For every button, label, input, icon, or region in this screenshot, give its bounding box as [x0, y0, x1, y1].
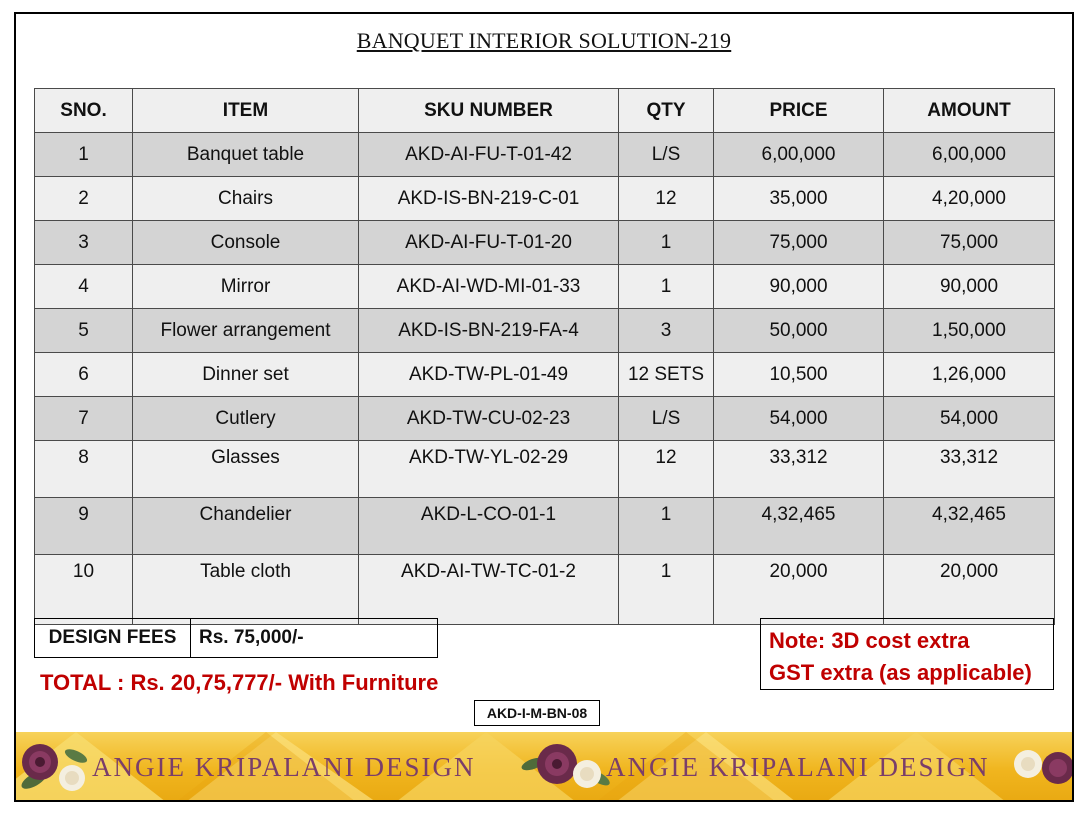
cell-sku: AKD-AI-TW-TC-01-2 — [359, 555, 619, 625]
header-sno: SNO. — [35, 89, 133, 133]
cell-qty: 3 — [619, 309, 714, 353]
cell-item: Chairs — [133, 177, 359, 221]
cell-price: 50,000 — [714, 309, 884, 353]
cell-item: Table cloth — [133, 555, 359, 625]
cell-qty: 1 — [619, 265, 714, 309]
header-sku: SKU NUMBER — [359, 89, 619, 133]
cell-sno: 2 — [35, 177, 133, 221]
header-amount: AMOUNT — [884, 89, 1055, 133]
cell-sku: AKD-IS-BN-219-C-01 — [359, 177, 619, 221]
header-qty: QTY — [619, 89, 714, 133]
cell-amount: 4,32,465 — [884, 498, 1055, 555]
cell-item: Banquet table — [133, 133, 359, 177]
table-row — [35, 177, 1055, 221]
cell-price: 10,500 — [714, 353, 884, 397]
cell-amount: 54,000 — [884, 397, 1055, 441]
cell-sku: AKD-L-CO-01-1 — [359, 498, 619, 555]
cell-sku: AKD-AI-FU-T-01-20 — [359, 221, 619, 265]
page-title: BANQUET INTERIOR SOLUTION-219 — [356, 28, 732, 53]
note-box — [760, 618, 1054, 690]
cell-item: Dinner set — [133, 353, 359, 397]
cell-sno: 10 — [35, 555, 133, 625]
table-row — [35, 397, 1055, 441]
cell-amount: 90,000 — [884, 265, 1055, 309]
table-row — [35, 309, 1055, 353]
cell-sno: 7 — [35, 397, 133, 441]
cell-item: Mirror — [133, 265, 359, 309]
cell-sku: AKD-TW-CU-02-23 — [359, 397, 619, 441]
cell-sku: AKD-AI-FU-T-01-42 — [359, 133, 619, 177]
cell-item: Glasses — [133, 441, 359, 498]
table-row — [35, 555, 1055, 625]
cell-qty: 12 — [619, 177, 714, 221]
document-code: AKD-I-M-BN-08 — [474, 700, 600, 726]
table-row — [35, 353, 1055, 397]
cell-sno: 6 — [35, 353, 133, 397]
cell-price: 33,312 — [714, 441, 884, 498]
document-frame — [14, 12, 1074, 802]
cell-sku: AKD-TW-PL-01-49 — [359, 353, 619, 397]
note-line-3d: Note: 3D cost extra — [769, 628, 970, 653]
header-price: PRICE — [714, 89, 884, 133]
cell-qty: L/S — [619, 397, 714, 441]
flower-bouquet-icon — [521, 734, 611, 800]
cell-sno: 9 — [35, 498, 133, 555]
total-amount: TOTAL : Rs. 20,75,777/- With Furniture — [40, 670, 439, 695]
cell-price: 35,000 — [714, 177, 884, 221]
cell-item: Chandelier — [133, 498, 359, 555]
note-line-gst: GST extra (as applicable) — [769, 660, 1032, 685]
design-fees-box — [34, 618, 438, 658]
cell-price: 90,000 — [714, 265, 884, 309]
cell-sno: 5 — [35, 309, 133, 353]
cell-qty: 1 — [619, 221, 714, 265]
cell-item: Flower arrangement — [133, 309, 359, 353]
cell-qty: 12 — [619, 441, 714, 498]
cell-item: Cutlery — [133, 397, 359, 441]
cell-item: Console — [133, 221, 359, 265]
header-item: ITEM — [133, 89, 359, 133]
cell-sno: 1 — [35, 133, 133, 177]
cell-price: 6,00,000 — [714, 133, 884, 177]
cell-sno: 8 — [35, 441, 133, 498]
cell-qty: L/S — [619, 133, 714, 177]
cell-sno: 3 — [35, 221, 133, 265]
cell-amount: 20,000 — [884, 555, 1055, 625]
table-row — [35, 441, 1055, 498]
cell-price: 20,000 — [714, 555, 884, 625]
cell-amount: 6,00,000 — [884, 133, 1055, 177]
table-row — [35, 221, 1055, 265]
cell-price: 54,000 — [714, 397, 884, 441]
cell-qty: 1 — [619, 555, 714, 625]
cell-price: 75,000 — [714, 221, 884, 265]
cell-sku: AKD-AI-WD-MI-01-33 — [359, 265, 619, 309]
cell-amount: 75,000 — [884, 221, 1055, 265]
cell-qty: 12 SETS — [619, 353, 714, 397]
flower-bouquet-icon — [16, 734, 96, 800]
brand-name-right: ANGIE KRIPALANI DESIGN — [606, 752, 990, 782]
brand-name-left: ANGIE KRIPALANI DESIGN — [92, 752, 476, 782]
quotation-table — [34, 88, 1055, 625]
cell-qty: 1 — [619, 498, 714, 555]
design-fees-value: Rs. 75,000/- — [199, 627, 304, 648]
cell-amount: 33,312 — [884, 441, 1055, 498]
table-row — [35, 133, 1055, 177]
cell-sno: 4 — [35, 265, 133, 309]
cell-price: 4,32,465 — [714, 498, 884, 555]
table-header-row — [35, 89, 1055, 133]
cell-amount: 4,20,000 — [884, 177, 1055, 221]
cell-sku: AKD-TW-YL-02-29 — [359, 441, 619, 498]
cell-amount: 1,50,000 — [884, 309, 1055, 353]
table-row — [35, 498, 1055, 555]
cell-sku: AKD-IS-BN-219-FA-4 — [359, 309, 619, 353]
brand-banner — [16, 732, 1072, 802]
design-fees-label: DESIGN FEES — [35, 619, 191, 657]
flower-bouquet-icon — [1006, 738, 1072, 798]
table-row — [35, 265, 1055, 309]
cell-amount: 1,26,000 — [884, 353, 1055, 397]
